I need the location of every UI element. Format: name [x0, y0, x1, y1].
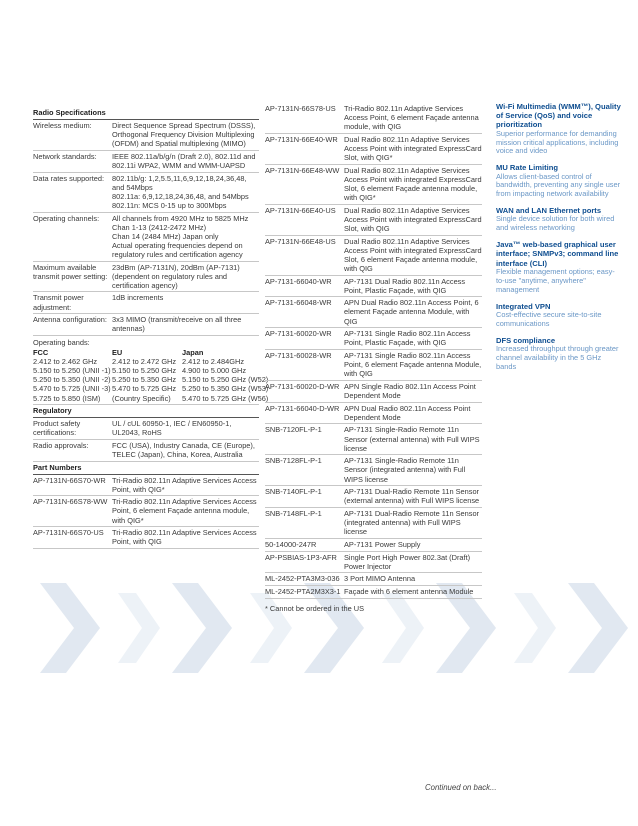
row-value: AP-7131 Single-Radio Remote 11n Sensor (external antenna) with Full WIPS license [344, 425, 480, 453]
row-label: AP-7131N-66E40-US [265, 205, 336, 215]
row-label: Product safety certifications: [33, 419, 81, 438]
feature-block [496, 302, 622, 329]
band-range: 5.725 to 5.850 (ISM) [33, 393, 101, 403]
part-row [265, 508, 482, 539]
band-range: (Country Specific) [112, 393, 171, 403]
part-row [265, 297, 482, 328]
row-value: AP-7131 Single Radio 802.11n Access Point, Plastic Façade, with QIG [344, 329, 471, 348]
row-value: APN Single Radio 802.11n Access Point Dependent Mode [344, 381, 476, 400]
operating-bands-label: Operating bands: [33, 338, 90, 348]
row-value: Tri-Radio 802.11n Adaptive Services Access Point, with QIG* [112, 475, 257, 494]
row-label: AP-7131-60020-WR [265, 329, 332, 339]
band-column [33, 348, 112, 403]
feature-description: Allows client-based control of bandwidth, preventing any single user from impacting network availability [496, 171, 621, 199]
row-label: AP-7131N-66S70-WR [33, 475, 106, 485]
middle-column [265, 103, 482, 613]
part-row [265, 134, 482, 165]
row-value: UL / cUL 60950-1, IEC / EN60950-1, UL2043, RoHS [112, 419, 232, 438]
row-value: Dual Radio 802.11n Adaptive Services Access Point with integrated ExpressCard Slot, with QIG [344, 205, 482, 233]
row-label: SNB-7128FL-P-1 [265, 456, 322, 466]
part-row [33, 475, 259, 497]
row-value: Dual Radio 802.11n Adaptive Services Access Point with integrated ExpressCard Slot, with QIG* [344, 134, 482, 163]
row-value: AP-7131 Single-Radio Remote 11n Sensor (integrated antenna) with Full WIPS license [344, 456, 466, 484]
row-value: Façade with 6 element antenna Module [344, 587, 474, 596]
part-row [265, 424, 482, 455]
spec-row [33, 440, 259, 462]
row-value: APN Dual Radio 802.11n Access Point, 6 element Façade antenna Module, with QIG [344, 298, 479, 326]
band-heading: FCC [33, 348, 49, 358]
feature-block [496, 163, 622, 199]
row-value: Direct Sequence Spread Spectrum (DSSS), Orthogonal Frequency Division Multiplexing (OFDM) and Spatial multiplexing (MIMO) [112, 120, 256, 149]
part-row [265, 350, 482, 381]
row-value: AP-7131 Dual-Radio Remote 11n Sensor (external antenna) with Full WIPS license [344, 487, 480, 506]
row-label: Operating channels: [33, 213, 100, 223]
part-row [265, 573, 482, 586]
spec-row [33, 418, 259, 440]
row-label: AP-7131-66048-WR [265, 298, 332, 308]
row-value: FCC (USA), Industry Canada, CE (Europe), TELEC (Japan), China, Korea, Australia [112, 440, 255, 460]
feature-title: DFS compliance [496, 335, 556, 345]
row-label: SNB-7148FL-P-1 [265, 508, 322, 518]
row-label: Radio approvals: [33, 440, 89, 450]
row-label: AP-7131N-66E48-WW [265, 165, 340, 175]
row-value: All channels from 4920 MHz to 5825 MHz Chan 1-13 (2412-2472 MHz) Chan 14 (2484 MHz) Japan only Actual operating frequencies depend on regulatory rules and certification agency [112, 213, 249, 259]
row-label: AP-7131-60028-WR [265, 351, 332, 360]
row-label: SNB-7120FL-P-1 [265, 425, 322, 435]
part-row [265, 403, 482, 425]
row-label: AP-7131-60020-D-WR [265, 381, 340, 391]
part-row [265, 552, 482, 574]
part-row [265, 455, 482, 486]
part-row [265, 103, 482, 134]
feature-description: Increased throughput through greater channel availability in the 5 GHz bands [496, 343, 619, 371]
band-range: 5.250 to 5.350 (UNII -2) [33, 375, 111, 385]
band-column [112, 348, 182, 403]
feature-block [496, 102, 622, 156]
part-row [265, 381, 482, 403]
feature-title: Integrated VPN [496, 301, 551, 311]
part-row [265, 205, 482, 236]
part-row [265, 486, 482, 508]
band-range: 5.250 to 5.350 GHz [112, 375, 177, 385]
part-row [265, 586, 482, 599]
spec-row [33, 151, 259, 173]
row-label: ML-2452-PTA2M3X3-1 [265, 587, 341, 596]
part-numbers-table-left [33, 475, 259, 549]
part-row [265, 236, 482, 276]
feature-description: Superior performance for demanding mission critical applications, including voice and video [496, 128, 619, 156]
feature-title: Wi-Fi Multimedia (WMM™), Quality of Service (QoS) and voice prioritization [496, 102, 621, 130]
feature-description: Cost-effective secure site-to-site communications [496, 309, 602, 328]
part-numbers-heading: Part Numbers [33, 462, 259, 475]
row-value: APN Dual Radio 802.11n Access Point Dependent Mode [344, 403, 471, 422]
spec-row [33, 213, 259, 262]
row-label: 50-14000-247R [265, 539, 317, 549]
band-range: 2.412 to 2.462 GHz [33, 357, 98, 367]
row-value: Dual Radio 802.11n Adaptive Services Access Point with integrated ExpressCard Slot, 6 element Façade antenna module, with QIG* [344, 165, 482, 203]
row-label: ML-2452-PTA3M3-036 [265, 574, 340, 584]
row-value: AP-7131 Single Radio 802.11n Access Point, 6 element Façade antenna Module, with QIG [344, 351, 482, 379]
row-value: Dual Radio 802.11n Adaptive Services Access Point with integrated ExpressCard Slot, 6 element Façade antenna module, with QIG [344, 236, 482, 273]
row-label: SNB-7140FL-P-1 [265, 487, 322, 497]
row-value: AP-7131 Dual Radio 802.11n Access Point, Plastic Façade, with QIG [344, 276, 466, 295]
band-range: 5.150 to 5.250 GHz (W52) [182, 375, 269, 385]
feature-block [496, 336, 622, 372]
row-value: Tri-Radio 802.11n Adaptive Services Access Point, with QIG [112, 528, 257, 547]
band-heading: Japan [182, 348, 204, 358]
row-label: Antenna configuration: [33, 315, 107, 325]
row-label: AP-7131N-66E48-US [265, 236, 336, 246]
row-value: AP-7131 Power Supply [344, 539, 421, 549]
row-value: Tri-Radio 802.11n Adaptive Services Access Point, 6 element Façade antenna module, with QIG [344, 104, 479, 132]
left-column [33, 107, 269, 549]
row-label: AP-7131-66040-D-WR [265, 403, 340, 413]
band-column [182, 348, 269, 403]
row-value: 802.11b/g: 1,2,5.5,11,6,9,12,18,24,36,48, and 54Mbps 802.11a: 6,9,12,18,24,36,48, and 54Mbps 802.11n: MCS 0-15 up to 300Mbps [112, 173, 249, 210]
band-range: 5.150 to 5.250 (UNII -1) [33, 366, 111, 376]
regulatory-heading: Regulatory [33, 405, 259, 418]
spec-row [33, 314, 259, 336]
feature-description: Flexible management options; easy-to-use "anytime, anywhere" management [496, 266, 615, 294]
band-heading: EU [112, 348, 123, 358]
row-value: 3 Port MIMO Antenna [344, 574, 416, 584]
feature-block [496, 206, 622, 233]
feature-description: Single device solution for both wired and wireless networking [496, 214, 615, 233]
row-label: AP-7131N-66S70-US [33, 528, 104, 538]
feature-title: Java™ web-based graphical user interface; SNMPv3; command line interface (CLI) [496, 240, 619, 268]
band-range: 5.470 to 5.725 GHz [112, 384, 177, 394]
row-value: AP-7131 Dual-Radio Remote 11n Sensor (integrated antenna) with Full WIPS license [344, 508, 480, 537]
row-label: Maximum available transmit power setting: [33, 262, 108, 281]
feature-title: WAN and LAN Ethernet ports [496, 206, 602, 216]
row-value: IEEE 802.11a/b/g/n (Draft 2.0), 802.11d and 802.11i WPA2, WMM and WMM-UAPSD [112, 151, 256, 170]
row-label: AP-7131N-66S78-US [265, 104, 336, 113]
operating-bands-table [33, 348, 269, 405]
row-value: 3x3 MIMO (transmit/receive on all three antennas) [112, 315, 242, 334]
spec-row [33, 120, 259, 151]
row-label: AP-7131-66040-WR [265, 276, 332, 286]
band-range: 5.150 to 5.250 GHz [112, 366, 177, 376]
spec-row [33, 262, 259, 293]
regulatory-table [33, 418, 259, 462]
part-row [265, 276, 482, 298]
row-value: Tri-Radio 802.11n Adaptive Services Access Point, 6 element Façade antenna module, with QIG* [112, 497, 257, 525]
row-label: Network standards: [33, 151, 97, 161]
part-row [265, 165, 482, 205]
row-label: AP-7131N-66E40-WR [265, 134, 338, 144]
feature-block [496, 240, 622, 294]
row-label: Wireless medium: [33, 120, 92, 130]
part-row [265, 328, 482, 350]
band-range: 5.470 to 5.725 GHz (W56) [182, 393, 269, 403]
part-numbers-table-right [265, 103, 482, 599]
band-range: 2.412 to 2.472 GHz [112, 357, 177, 367]
spec-row [33, 292, 259, 314]
part-row [33, 527, 259, 549]
row-value: Single Port High Power 802.3at (Draft) Power Injector [344, 552, 471, 571]
band-range: 5.470 to 5.725 (UNII -3) [33, 384, 111, 394]
spec-row [33, 173, 259, 213]
continued-note: Continued on back... [425, 783, 497, 792]
part-row [33, 496, 259, 527]
radio-specs-table [33, 120, 259, 336]
row-value: 23dBm (AP-7131N), 20dBm (AP-7131) (dependent on regulatory rules and certification agency) [112, 262, 240, 290]
band-range: 2.412 to 2.484GHz [182, 357, 245, 367]
footnote: * Cannot be ordered in the US [265, 603, 365, 613]
part-row [265, 539, 482, 552]
band-range: 4.900 to 5.000 GHz [182, 366, 247, 376]
features-sidebar [496, 102, 622, 379]
feature-title: MU Rate Limiting [496, 163, 559, 173]
row-label: AP-7131N-66S78-WW [33, 497, 108, 507]
row-label: Data rates supported: [33, 173, 105, 183]
radio-specs-heading: Radio Specifications [33, 107, 259, 120]
row-label: Transmit power adjustment: [33, 293, 84, 312]
row-label: AP-PSBIAS-1P3-AFR [265, 552, 337, 562]
row-value: 1dB increments [112, 293, 164, 303]
band-range: 5.250 to 5.350 GHz (W53) [182, 384, 269, 394]
